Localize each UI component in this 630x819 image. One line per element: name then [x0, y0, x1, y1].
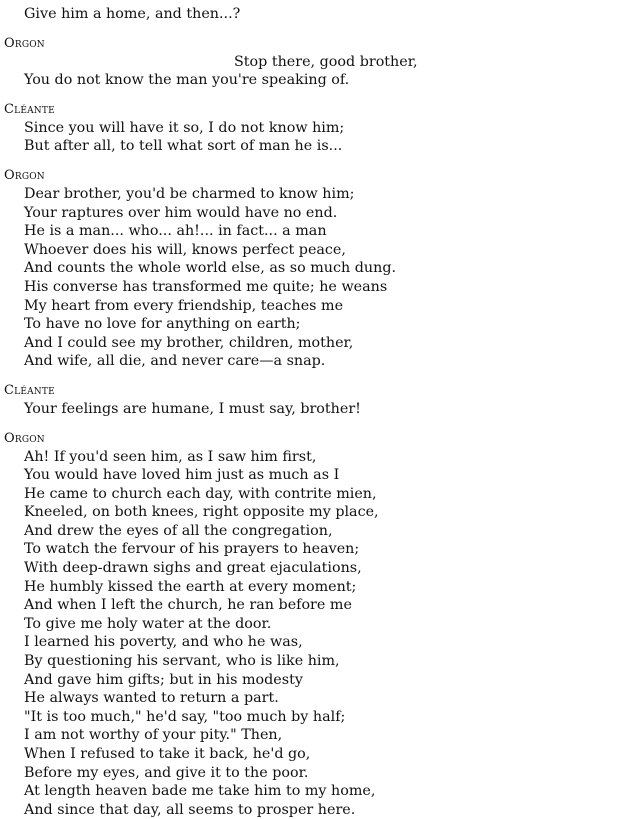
verse-line: When I refused to take it back, he'd go,	[0, 745, 630, 764]
verse-line: And when I left the church, he ran before me	[0, 596, 630, 615]
verse-line: He came to church each day, with contrite mien,	[0, 485, 630, 504]
verse-line: And counts the whole world else, as so much dung.	[0, 259, 630, 278]
verse-line: To have no love for anything on earth;	[0, 315, 630, 334]
verse-line: But after all, to tell what sort of man he is...	[0, 137, 630, 156]
verse-line: I learned his poverty, and who he was,	[0, 633, 630, 652]
verse-line: My heart from every friendship, teaches me	[0, 297, 630, 316]
speaker-name: Orgon	[0, 431, 630, 447]
verse-line: By questioning his servant, who is like him,	[0, 652, 630, 671]
dialogue	[0, 36, 630, 819]
speech-block	[0, 168, 630, 371]
verse-line: To give me holy water at the door.	[0, 615, 630, 634]
verse-line: "It is too much," he'd say, "too much by half;	[0, 708, 630, 727]
verse-line: Your feelings are humane, I must say, brother!	[0, 400, 630, 419]
speaker-name: Cléante	[0, 383, 630, 399]
verse-line: Kneeled, on both knees, right opposite my place,	[0, 503, 630, 522]
verse-line: Before my eyes, and give it to the poor.	[0, 764, 630, 783]
verse-line: Whoever does his will, knows perfect peace,	[0, 241, 630, 260]
verse-line: Your raptures over him would have no end.	[0, 204, 630, 223]
verse-line: His converse has transformed me quite; he weans	[0, 278, 630, 297]
speech-block	[0, 431, 630, 819]
speech-block	[0, 36, 630, 90]
speaker-name: Cléante	[0, 102, 630, 118]
verse-line: Dear brother, you'd be charmed to know him;	[0, 185, 630, 204]
verse-line: To watch the fervour of his prayers to heaven;	[0, 540, 630, 559]
verse-line: And drew the eyes of all the congregation,	[0, 522, 630, 541]
verse-line: You would have loved him just as much as I	[0, 466, 630, 485]
speaker-name: Orgon	[0, 36, 630, 52]
verse-line: And since that day, all seems to prosper here.	[0, 801, 630, 819]
verse-line: Ah! If you'd seen him, as I saw him first,	[0, 448, 630, 467]
verse-line: Give him a home, and then...?	[0, 5, 630, 24]
verse-line: He humbly kissed the earth at every moment;	[0, 578, 630, 597]
verse-line: He always wanted to return a part.	[0, 689, 630, 708]
verse-line: With deep-drawn sighs and great ejaculations,	[0, 559, 630, 578]
speech-block	[0, 383, 630, 419]
verse-line: You do not know the man you're speaking of.	[0, 71, 630, 90]
verse-line: I am not worthy of your pity." Then,	[0, 726, 630, 745]
verse-line: At length heaven bade me take him to my home,	[0, 782, 630, 801]
verse-line: And gave him gifts; but in his modesty	[0, 671, 630, 690]
verse-line: And wife, all die, and never care—a snap.	[0, 352, 630, 371]
verse-line: Since you will have it so, I do not know him;	[0, 119, 630, 138]
speech-block	[0, 102, 630, 156]
verse-line: And I could see my brother, children, mother,	[0, 334, 630, 353]
verse-line: He is a man... who... ah!... in fact... a man	[0, 222, 630, 241]
speaker-name: Orgon	[0, 168, 630, 184]
verse-line: Stop there, good brother,	[0, 53, 630, 72]
